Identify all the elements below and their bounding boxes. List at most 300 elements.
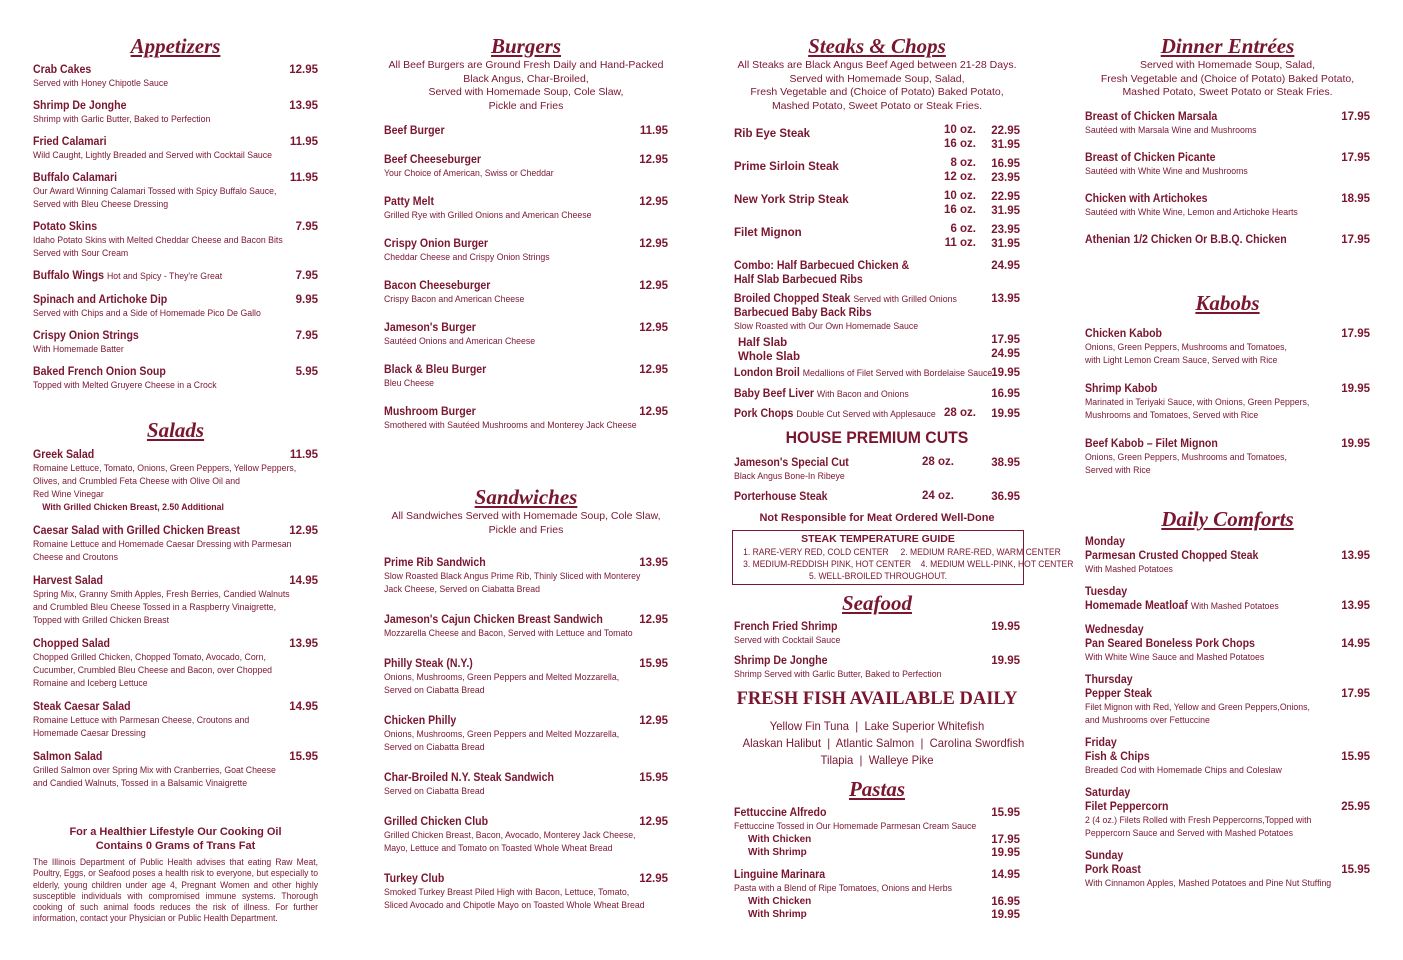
sandwich-price: 15.95 — [639, 772, 668, 784]
pork-chops-item — [734, 407, 1020, 422]
sandwich-desc: Sliced Avocado and Chipotle Mayo on Toasted Whole Wheat Bread — [384, 900, 645, 911]
comfort-day: Thursday — [1085, 674, 1133, 686]
salad-item — [33, 750, 318, 790]
dinner-list — [1085, 110, 1370, 261]
salad-price: 12.95 — [289, 525, 318, 537]
premium-desc-1: Black Angus Bone-In Ribeye — [734, 471, 845, 482]
comfort-price: 25.95 — [1341, 801, 1370, 813]
burger-name: Patty Melt — [384, 196, 434, 208]
sandwich-price: 12.95 — [639, 816, 668, 828]
chopped-steak-item — [734, 292, 1020, 307]
salads-title: Salads — [146, 418, 205, 442]
appetizer-price: 12.95 — [289, 64, 318, 76]
appetizer-item — [33, 293, 318, 320]
appetizer-desc: Topped with Melted Gruyere Cheese in a Crock — [33, 380, 217, 391]
comfort-desc: and Mushrooms over Fettuccine — [1085, 715, 1210, 726]
beef-liver-name: Baby Beef Liver — [734, 388, 814, 400]
chopped-steak-note: Served with Grilled Onions — [853, 294, 957, 305]
appetizer-item-name — [33, 135, 295, 149]
burger-item — [384, 363, 668, 390]
ribs-half-price: 17.95 — [991, 334, 1020, 346]
salad-desc: Romaine and Iceberg Lettuce — [33, 678, 148, 689]
salad-item — [33, 637, 318, 690]
trans-fat-note-line-2: Contains 0 Grams of Trans Fat — [95, 840, 256, 852]
kabob-name: Shrimp Kabob — [1085, 383, 1158, 395]
pasta-desc: Fettuccine Tossed in Our Homemade Parmesan Cream Sauce — [734, 821, 977, 832]
sandwich-item-name — [384, 657, 645, 671]
comfort-desc: 2 (4 oz.) Filets Rolled with Fresh Peppercorns,Topped with — [1085, 815, 1312, 826]
salad-item-name — [33, 524, 295, 538]
pork-chops-note: Double Cut Served with Applesauce — [796, 409, 936, 420]
salad-desc: and Crumbled Bleu Cheese Tossed in a Raspberry Vinaigrette, — [33, 602, 277, 613]
steak-price: 31.95 — [991, 138, 1020, 151]
appetizer-item — [33, 329, 318, 356]
appetizer-item — [33, 171, 318, 211]
steak-size-row — [734, 237, 1020, 251]
combo-item — [734, 259, 1020, 287]
salad-name: Chopped Salad — [33, 638, 111, 650]
comfort-name: Fish & Chips — [1085, 751, 1150, 763]
steak-price: 22.95 — [991, 191, 1020, 203]
kabob-item-name — [1085, 327, 1347, 341]
steak-price: 22.95 — [991, 125, 1020, 137]
appetizer-desc: Served with Honey Chipotle Sauce — [33, 78, 169, 89]
steak-size-row — [734, 157, 1020, 171]
appetizer-name: Spinach and Artichoke Dip — [33, 294, 168, 306]
entree-item — [1085, 192, 1370, 219]
dinner-intro-2: Fresh Vegetable and (Choice of Potato) Baked Potato, — [1100, 72, 1355, 85]
pork-chops-size: 28 oz. — [944, 407, 976, 419]
salad-desc: Cucumber, Crumbled Bleu Cheese and Bacon, over Chopped — [33, 665, 273, 676]
steak-size: 10 oz. — [944, 124, 976, 136]
salad-desc: Romaine Lettuce, Tomato, Onions, Green Peppers, Yellow Peppers, — [33, 463, 297, 474]
comfort-price: 17.95 — [1341, 688, 1370, 700]
temp-guide-title: STEAK TEMPERATURE GUIDE — [801, 533, 955, 545]
beef-liver-note: With Bacon and Onions — [816, 389, 909, 400]
steak-size: 12 oz. — [944, 170, 976, 183]
combo-name-2: Half Slab Barbecued Ribs — [734, 274, 863, 286]
steak-price: 31.95 — [991, 204, 1020, 217]
salad-desc: Olives, and Crumbled Feta Cheese with Olive Oil and — [33, 476, 240, 487]
steak-item — [734, 190, 1020, 217]
burgers-intro-1: All Beef Burgers are Ground Fresh Daily and Hand-Packed — [388, 59, 664, 71]
salad-item-name — [33, 700, 295, 714]
steak-price: 31.95 — [991, 237, 1020, 250]
comfort-name: Pork Roast — [1085, 864, 1141, 876]
kabobs-list — [1085, 327, 1370, 492]
salad-item — [33, 448, 318, 514]
temp-guide-row-2: 3. MEDIUM-REDDISH PINK, HOT CENTER 4. MEDIUM WELL-PINK, HOT CENTER — [743, 559, 1074, 569]
sandwich-item — [384, 613, 668, 640]
appetizers-title: Appetizers — [130, 34, 221, 58]
appetizer-price: 7.95 — [295, 270, 318, 282]
pasta-price: 14.95 — [991, 869, 1020, 881]
comfort-price: 15.95 — [1341, 751, 1370, 763]
appetizer-item — [33, 99, 318, 126]
sandwich-price: 15.95 — [639, 658, 668, 670]
comfort-name: Pan Seared Boneless Pork Chops — [1085, 638, 1255, 650]
entree-item — [1085, 151, 1370, 178]
entree-item-name — [1085, 233, 1347, 247]
entree-price: 17.95 — [1341, 152, 1370, 164]
sandwich-name: Jameson's Cajun Chicken Breast Sandwich — [384, 614, 603, 626]
salad-price: 13.95 — [289, 638, 318, 650]
entree-name: Breast of Chicken Marsala — [1085, 111, 1218, 123]
burger-item — [384, 237, 668, 264]
appetizer-item — [33, 220, 318, 260]
salad-name: Caesar Salad with Grilled Chicken Breast — [33, 525, 240, 537]
sandwich-item — [384, 872, 668, 912]
comfort-price: 15.95 — [1341, 864, 1370, 876]
entree-price: 18.95 — [1341, 193, 1370, 205]
appetizer-desc: Shrimp with Garlic Butter, Baked to Perfection — [33, 114, 211, 125]
burgers-intro-4: Pickle and Fries — [488, 99, 564, 112]
seafood-price: 19.95 — [991, 655, 1020, 667]
combo-name-1: Combo: Half Barbecued Chicken & — [734, 260, 910, 272]
ribs-item — [734, 306, 1020, 363]
appetizer-name: Buffalo Calamari — [33, 172, 118, 184]
comfort-item-name — [1085, 687, 1347, 701]
pasta-price: 15.95 — [991, 807, 1020, 819]
steak-size-row — [734, 124, 1020, 138]
steak-size: 6 oz. — [950, 223, 976, 235]
burger-name: Mushroom Burger — [384, 406, 476, 418]
salad-name: Steak Caesar Salad — [33, 701, 131, 713]
appetizer-price: 5.95 — [295, 366, 318, 378]
entree-item-name — [1085, 151, 1347, 165]
burger-item — [384, 279, 668, 306]
salad-price: 15.95 — [289, 751, 318, 763]
sandwiches-intro-2: Pickle and Fries — [488, 523, 564, 536]
well-done-note: Not Responsible for Meat Ordered Well-Done — [759, 512, 995, 524]
burger-item-name — [384, 195, 645, 209]
pasta-addon-label: With Shrimp — [748, 847, 807, 858]
seafood-title: Seafood — [842, 591, 912, 615]
entree-item-name — [1085, 110, 1347, 124]
appetizer-name: Potato Skins — [33, 221, 98, 233]
ribs-whole-label: Whole Slab — [738, 350, 800, 363]
burger-item — [384, 153, 668, 180]
salad-desc: Homemade Caesar Dressing — [33, 728, 146, 739]
burger-desc: Bleu Cheese — [384, 378, 435, 389]
comfort-desc: With Cinnamon Apples, Mashed Potatoes and Pine Nut Stuffing — [1085, 878, 1332, 889]
kabob-price: 19.95 — [1341, 438, 1370, 450]
burger-item — [384, 195, 668, 222]
steak-size-row — [734, 223, 1020, 237]
sandwich-name: Chicken Philly — [384, 715, 457, 727]
burger-item-name — [384, 363, 645, 377]
salad-desc: Romaine Lettuce with Parmesan Cheese, Croutons and — [33, 715, 250, 726]
burger-price: 12.95 — [639, 322, 668, 334]
appetizer-item-name — [33, 269, 295, 284]
appetizer-desc: Idaho Potato Skins with Melted Cheddar Cheese and Bacon Bits — [33, 235, 283, 246]
sandwich-desc: Jack Cheese, Served on Ciabatta Bread — [384, 584, 540, 595]
dinner-title: Dinner Entrées — [1160, 34, 1295, 58]
comfort-item-name — [1085, 800, 1347, 814]
salad-item — [33, 700, 318, 740]
seafood-item-name — [734, 654, 997, 668]
fish-line-1: Yellow Fin Tuna | Lake Superior Whitefish — [769, 719, 985, 733]
trans-fat-note-line-1: For a Healthier Lifestyle Our Cooking Oil — [69, 826, 282, 838]
sandwich-item-name — [384, 556, 645, 570]
burger-item — [384, 321, 668, 348]
sandwich-item — [384, 771, 668, 798]
premium-price-1: 38.95 — [991, 457, 1020, 469]
salad-price: 11.95 — [289, 449, 318, 461]
pasta-desc: Pasta with a Blend of Ripe Tomatoes, Onions and Herbs — [734, 883, 952, 894]
burgers-intro-2: Black Angus, Char-Broiled, — [463, 72, 589, 85]
appetizer-item — [33, 63, 318, 90]
salad-desc: and Candied Walnuts, Tossed in a Balsamic Vinaigrette — [33, 778, 248, 789]
comfort-price: 13.95 — [1341, 550, 1370, 562]
sandwich-price: 12.95 — [639, 715, 668, 727]
comfort-desc: Peppercorn Sauce and Served with Mashed Potatoes — [1085, 828, 1293, 839]
seafood-name: Shrimp De Jonghe — [734, 655, 828, 667]
london-broil-price: 19.95 — [991, 367, 1020, 379]
sandwich-desc: Served on Ciabatta Bread — [384, 685, 485, 696]
salad-name: Salmon Salad — [33, 751, 103, 763]
burgers-list — [384, 124, 668, 447]
burger-name: Jameson's Burger — [384, 322, 476, 334]
steak-price: 16.95 — [991, 158, 1020, 170]
sandwich-name: Prime Rib Sandwich — [384, 557, 486, 569]
appetizer-name: Baked French Onion Soup — [33, 366, 166, 378]
appetizer-item-name — [33, 329, 295, 343]
comfort-item-name — [1085, 750, 1347, 764]
london-broil-item — [734, 366, 1020, 381]
comfort-desc: Breaded Cod with Homemade Chips and Coleslaw — [1085, 765, 1282, 776]
beef-liver-item — [734, 387, 1020, 402]
pasta-addon — [734, 895, 1020, 908]
burger-item-name — [384, 153, 645, 167]
appetizer-name: Fried Calamari — [33, 136, 107, 148]
appetizer-desc: Served with Bleu Cheese Dressing — [33, 199, 169, 210]
steak-name: New York Strip Steak — [734, 194, 849, 206]
burger-item — [384, 405, 668, 432]
kabob-item — [1085, 327, 1370, 367]
burger-desc: Cheddar Cheese and Crispy Onion Strings — [384, 252, 550, 263]
comfort-row — [1085, 637, 1370, 651]
salad-item-name — [33, 637, 295, 651]
comfort-row — [1085, 599, 1370, 614]
pasta-addon-price: 19.95 — [991, 847, 1020, 859]
burger-item-name — [384, 237, 645, 251]
sandwich-price: 13.95 — [639, 557, 668, 569]
pasta-addon-label: With Chicken — [748, 834, 812, 845]
steak-item — [734, 124, 1020, 151]
premium-name-1: Jameson's Special Cut — [734, 457, 849, 469]
entree-name: Breast of Chicken Picante — [1085, 152, 1216, 164]
kabob-price: 17.95 — [1341, 328, 1370, 340]
sandwiches-title: Sandwiches — [474, 485, 578, 509]
ribs-half-label: Half Slab — [738, 337, 788, 349]
london-broil-name: London Broil — [734, 367, 800, 379]
chopped-steak-name: Broiled Chopped Steak — [734, 293, 851, 305]
sandwich-price: 12.95 — [639, 873, 668, 885]
entree-name: Athenian 1/2 Chicken Or B.B.Q. Chicken — [1085, 234, 1287, 246]
steak-name: Rib Eye Steak — [734, 128, 811, 140]
steaks-title: Steaks & Chops — [808, 34, 946, 58]
kabob-desc: Onions, Green Peppers, Mushrooms and Tomatoes, — [1085, 342, 1287, 353]
appetizer-item — [33, 269, 318, 284]
salad-item — [33, 524, 318, 564]
steak-temperature-guide — [732, 530, 1074, 585]
premium-size-2: 24 oz. — [922, 490, 954, 502]
comfort-day: Wednesday — [1085, 624, 1144, 636]
ribs-whole-price: 24.95 — [991, 347, 1020, 360]
entree-name: Chicken with Artichokes — [1085, 193, 1208, 205]
salad-desc: Cheese and Croutons — [33, 552, 119, 563]
steak-name: Prime Sirloin Steak — [734, 161, 839, 173]
comfort-day: Monday — [1085, 536, 1125, 548]
comfort-item — [1085, 849, 1370, 890]
comfort-name: Homemade Meatloaf — [1085, 600, 1188, 612]
sandwich-desc: Grilled Chicken Breast, Bacon, Avocado, Monterey Jack Cheese, — [384, 830, 636, 841]
pasta-addon-price: 16.95 — [991, 896, 1020, 908]
appetizer-item — [33, 365, 318, 392]
premium-item-2 — [734, 490, 1020, 504]
burger-name: Crispy Onion Burger — [384, 238, 489, 250]
steak-price: 23.95 — [991, 224, 1020, 236]
steak-size-row — [734, 138, 1020, 152]
sandwich-item-name — [384, 613, 645, 627]
appetizer-price: 7.95 — [295, 330, 318, 342]
burger-price: 12.95 — [639, 154, 668, 166]
pasta-name: Fettuccine Alfredo — [734, 807, 827, 819]
comfort-item — [1085, 673, 1370, 727]
premium-size-1: 28 oz. — [922, 456, 954, 468]
pork-chops-name: Pork Chops — [734, 408, 794, 420]
pasta-item — [734, 806, 1020, 859]
seafood-price: 19.95 — [991, 621, 1020, 633]
steak-size-row — [734, 171, 1020, 185]
appetizer-price: 9.95 — [295, 294, 318, 306]
steak-size: 11 oz. — [944, 236, 976, 249]
salads-list — [33, 448, 318, 800]
burger-name: Bacon Cheeseburger — [384, 280, 491, 292]
comfort-day: Saturday — [1085, 787, 1131, 799]
comfort-item — [1085, 736, 1370, 777]
seafood-desc: Shrimp Served with Garlic Butter, Baked to Perfection — [734, 669, 942, 680]
burger-name: Beef Cheeseburger — [384, 154, 482, 166]
kabob-desc: Onions, Green Peppers, Mushrooms and Tomatoes, — [1085, 452, 1287, 463]
steaks-intro-3: Fresh Vegetable and (Choice of Potato) Baked Potato, — [750, 86, 1004, 99]
comfort-day: Tuesday — [1085, 586, 1128, 598]
ribs-name: Barbecued Baby Back Ribs — [734, 307, 872, 319]
steak-size: 16 oz. — [944, 137, 976, 150]
seafood-name: French Fried Shrimp — [734, 621, 838, 633]
sandwich-item-name — [384, 714, 645, 728]
sandwich-desc: Served on Ciabatta Bread — [384, 786, 485, 797]
appetizer-item-name — [33, 293, 295, 307]
steaks-intro-2: Served with Homemade Soup, Salad, — [789, 72, 965, 85]
comfort-item — [1085, 786, 1370, 840]
comfort-item — [1085, 623, 1370, 664]
premium-name-2: Porterhouse Steak — [734, 491, 828, 503]
sandwich-desc: Served on Ciabatta Bread — [384, 742, 485, 753]
london-broil-note: Medallions of Filet Served with Bordelaise Sauce — [802, 368, 993, 379]
appetizer-name: Crispy Onion Strings — [33, 330, 139, 342]
salad-desc: Romaine Lettuce and Homemade Caesar Dressing with Parmesan — [33, 539, 292, 550]
appetizer-price: 7.95 — [295, 221, 318, 233]
comfort-name: Parmesan Crusted Chopped Steak — [1085, 550, 1259, 562]
seafood-item — [734, 620, 1020, 647]
appetizer-desc: Served with Sour Cream — [33, 248, 129, 259]
comfort-desc: With White Wine Sauce and Mashed Potatoes — [1085, 652, 1265, 663]
pork-chops-price: 19.95 — [991, 408, 1020, 420]
burger-price: 12.95 — [639, 364, 668, 376]
beef-liver-price: 16.95 — [991, 388, 1020, 400]
appetizer-item-name — [33, 171, 295, 185]
sandwich-item-name — [384, 771, 645, 785]
seafood-item — [734, 654, 1020, 681]
kabob-desc: Served with Rice — [1085, 465, 1151, 476]
ribs-desc: Slow Roasted with Our Own Homemade Sauce — [734, 321, 919, 332]
premium-price-2: 36.95 — [991, 491, 1020, 503]
seafood-list — [734, 620, 1020, 688]
entree-item — [1085, 233, 1370, 247]
sandwich-desc: Mayo, Lettuce and Tomato on Toasted Whole Wheat Bread — [384, 843, 613, 854]
appetizer-note: Hot and Spicy - They're Great — [106, 271, 223, 282]
pasta-addon — [734, 846, 1020, 859]
comfort-desc: With Mashed Potatoes — [1085, 564, 1173, 575]
comfort-row — [1085, 863, 1370, 877]
health-notice — [33, 825, 318, 925]
sized-steaks-list — [734, 124, 1020, 256]
entree-price: 17.95 — [1341, 234, 1370, 246]
sandwich-name: Turkey Club — [384, 873, 445, 885]
comfort-name: Filet Peppercorn — [1085, 801, 1169, 813]
burger-item-name — [384, 279, 645, 293]
burger-price: 12.95 — [639, 196, 668, 208]
steak-item — [734, 157, 1020, 184]
pastas-title: Pastas — [848, 777, 905, 801]
pastas-list — [734, 806, 1020, 930]
steak-name: Filet Mignon — [734, 227, 802, 239]
dinner-intro-3: Mashed Potato, Sweet Potato or Steak Fries. — [1122, 86, 1333, 99]
sandwich-desc: Slow Roasted Black Angus Prime Rib, Thinly Sliced with Monterey — [384, 571, 641, 582]
steak-price: 23.95 — [991, 171, 1020, 184]
pasta-addon — [734, 833, 1020, 846]
salad-name: Greek Salad — [33, 449, 95, 461]
pasta-addon — [734, 908, 1020, 921]
entree-item — [1085, 110, 1370, 137]
appetizer-item-name — [33, 99, 295, 113]
appetizer-desc: Served with Chips and a Side of Homemade Pico De Gallo — [33, 308, 261, 319]
comfort-price: 14.95 — [1341, 638, 1370, 650]
steak-size: 10 oz. — [944, 190, 976, 202]
steaks-intro-1: All Steaks are Black Angus Beef Aged between 21-28 Days. — [737, 59, 1017, 71]
sandwich-name: Grilled Chicken Club — [384, 816, 489, 828]
salad-desc: Chopped Grilled Chicken, Chopped Tomato, Avocado, Corn, — [33, 652, 266, 663]
pasta-item — [734, 868, 1020, 921]
comfort-row — [1085, 687, 1370, 701]
burger-desc: Smothered with Sautéed Mushrooms and Monterey Jack Cheese — [384, 420, 637, 431]
burger-price: 12.95 — [639, 280, 668, 292]
kabob-desc: Marinated in Teriyaki Sauce, with Onions, Green Peppers, — [1085, 397, 1310, 408]
sandwich-name: Char-Broiled N.Y. Steak Sandwich — [384, 772, 554, 784]
appetizer-item-name — [33, 365, 295, 379]
comfort-item-name — [1085, 599, 1347, 614]
sandwich-price: 12.95 — [639, 614, 668, 626]
salad-price: 14.95 — [289, 575, 318, 587]
sandwich-item — [384, 714, 668, 754]
pasta-name: Linguine Marinara — [734, 869, 826, 881]
pasta-addon-label: With Shrimp — [748, 909, 807, 920]
burger-desc: Your Choice of American, Swiss or Cheddar — [384, 168, 554, 179]
sandwich-desc: Smoked Turkey Breast Piled High with Bacon, Lettuce, Tomato, — [384, 887, 630, 898]
steak-size-row — [734, 204, 1020, 218]
